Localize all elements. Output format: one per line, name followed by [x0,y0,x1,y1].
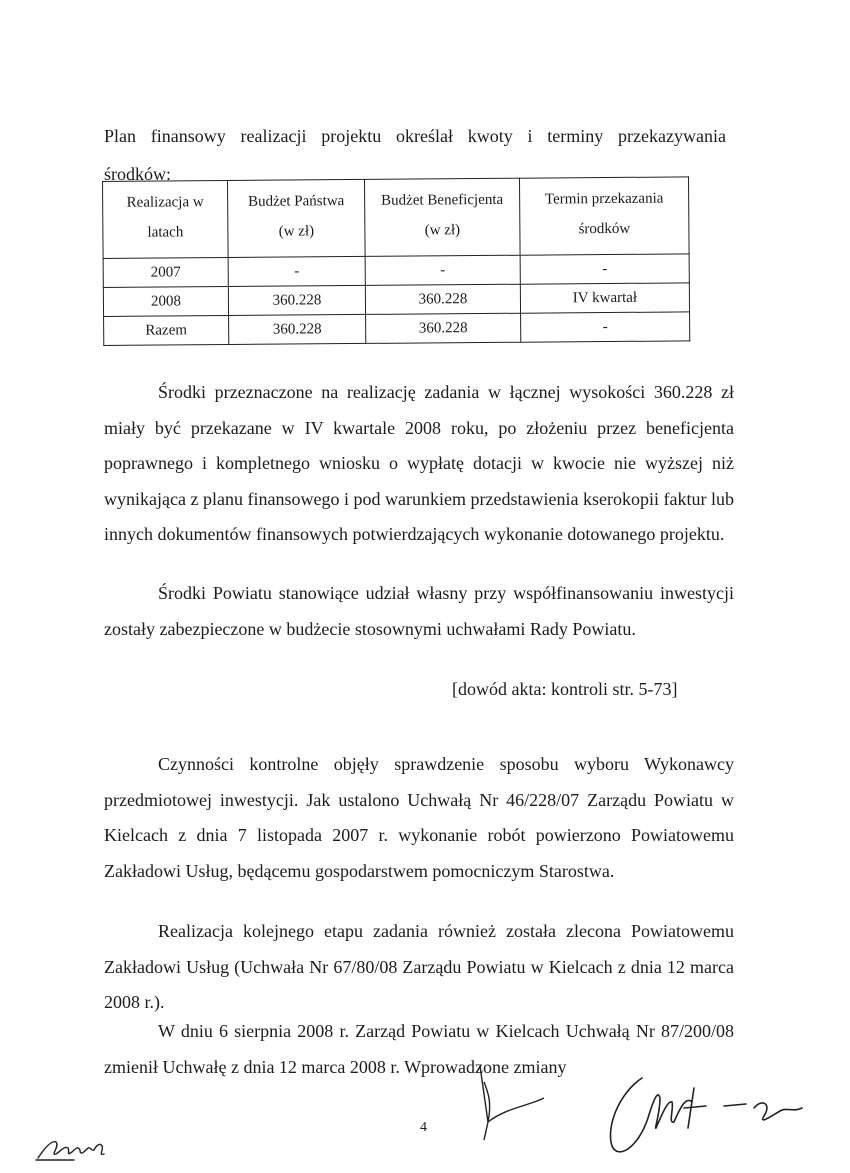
table-cell: 2007 [103,258,228,288]
header-realizacja: Realizacja w latach [103,181,229,259]
evidence-reference: [dowód akta: kontroli str. 5-73] [452,679,678,699]
handwritten-signature [598,1068,808,1163]
header-budzet-panstwa: Budżet Państwa (w zł) [228,179,366,257]
intro-line-1: Plan finansowy realizacji projektu określał kwoty i terminy przekazywania [104,126,726,146]
table-cell: - [228,256,365,286]
header-budzet-beneficjenta: Budżet Beneficjenta (w zł) [364,178,520,256]
table-cell: 360.228 [365,284,520,314]
paragraph-resolution-change: W dniu 6 sierpnia 2008 r. Zarząd Powiatu w Kielcach Uchwałą Nr 87/200/08 zmienił Uchwałę z dnia 12 marca 2008 r. Wprowadzone zmiany [104,1021,734,1077]
table-row [103,254,689,288]
table-cell: - [521,312,690,342]
table-row [103,283,689,317]
table-cell: - [520,254,689,284]
table-cell: 360.228 [366,313,521,343]
header-termin: Termin przekazania środków [519,177,689,255]
table-header-row [103,177,690,259]
page-number: 4 [420,1120,427,1135]
intro-line-2: środków: [104,164,171,184]
table-row [104,312,690,346]
paragraph-own-contribution: Środki Powiatu stanowiące udział własny przy współfinansowaniu inwestycji zostały zabezpieczone w budżecie stosownymi uchwałami Rady Powiatu. [104,583,734,639]
table-cell: Razem [104,316,229,346]
signature-mark [466,1062,586,1142]
table-cell: IV kwartał [520,283,689,313]
initials-mark [34,1132,114,1164]
table-cell: 360.228 [229,314,366,344]
paragraph-funds-transfer: Środki przeznaczone na realizację zadania w łącznej wysokości 360.228 zł miały być przekazane w IV kwartale 2008 roku, po złożeniu przez beneficjenta poprawnego i kompletnego wniosku o wypłatę dotacji w kwocie nie wyższej niż wynikająca z planu finansowego i pod warunkiem przedstawienia kserokopii faktur lub innych dokumentów finansowych potwierdzających wykonanie dotowanego projektu. [104,382,734,544]
financial-plan-table [102,176,690,346]
table-cell: - [365,255,520,285]
paragraph-next-stage: Realizacja kolejnego etapu zadania również została zlecona Powiatowemu Zakładowi Usług (Uchwała Nr 67/80/08 Zarządu Powiatu w Kielcach z dnia 12 marca 2008 r.). [104,921,734,1012]
table-cell: 2008 [103,287,228,317]
paragraph-contractor-selection: Czynności kontrolne objęły sprawdzenie sposobu wyboru Wykonawcy przedmiotowej inwestycji. Jak ustalono Uchwałą Nr 46/228/07 Zarządu Powiatu w Kielcach z dnia 7 listopada 2007 r. wykonanie robót powierzono Powiatowemu Zakładowi Usług, będącemu gospodarstwem pomocniczym Starostwa. [104,754,734,881]
table-cell: 360.228 [228,285,365,315]
